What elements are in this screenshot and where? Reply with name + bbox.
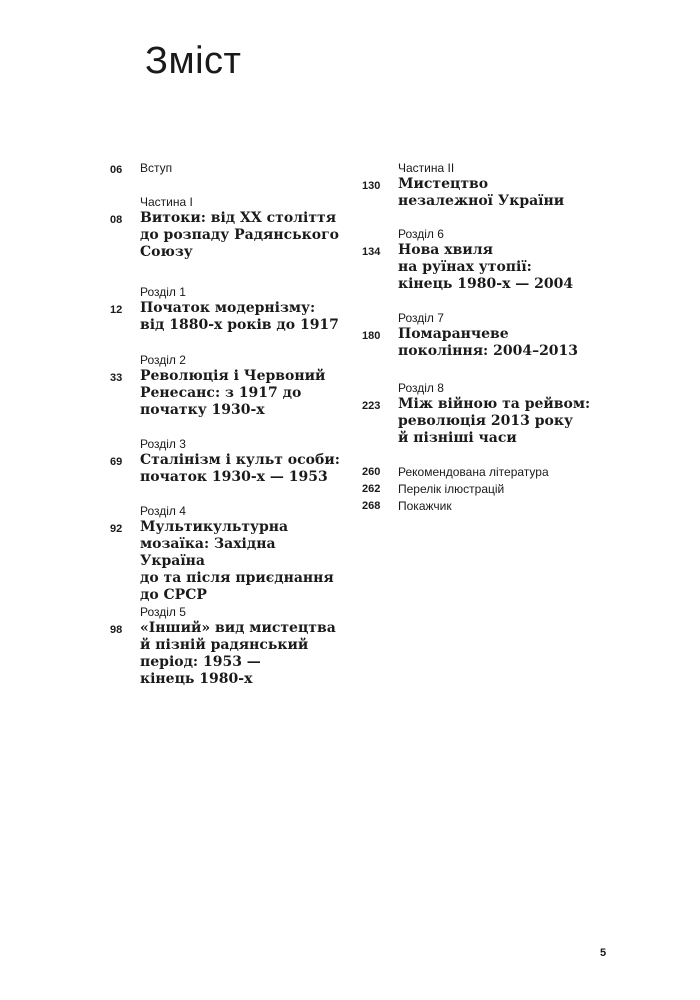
page-title: Зміст [145,40,242,82]
toc-entry-intro[interactable] [0,160,345,194]
toc-entry-chapter-5[interactable] [0,604,345,694]
entry-title: Сталінізм і культ особи: початок 1930-х — 1953 [140,452,340,485]
page-ref: 33 [110,372,123,384]
page-ref: 06 [110,164,123,176]
part-label: Частина II [398,161,455,175]
toc-entry-chapter-7[interactable] [350,310,680,380]
toc-entry-index[interactable] [350,498,680,515]
entry-title: Нова хвиля на руїнах утопії: кінець 1980-х — 2004 [398,242,574,292]
entry-title: Революція і Червоний Ренесанс: з 1917 до початку 1930-х [140,368,326,418]
toc-entry-chapter-4[interactable] [0,503,345,604]
page-ref: 08 [110,214,123,226]
part-label: Розділ 8 [398,381,444,395]
page-ref: 12 [110,304,123,316]
page-ref: 134 [362,246,381,258]
page-ref: 98 [110,624,123,636]
entry-title: Вступ [140,161,173,175]
toc-entry-illustrations[interactable] [350,481,680,498]
toc-right-column [350,160,680,515]
page-ref: 180 [362,330,381,342]
toc-entry-chapter-1[interactable] [0,284,345,352]
toc-entry-chapter-2[interactable] [0,352,345,436]
part-label: Частина I [140,195,193,209]
toc-left-column [0,160,345,694]
toc-entry-part-1[interactable] [0,194,345,284]
page-ref: 268 [362,500,381,512]
page-ref: 69 [110,456,123,468]
toc-entry-part-2[interactable] [350,160,680,226]
part-label: Розділ 5 [140,605,186,619]
toc-entry-chapter-8[interactable] [350,380,680,464]
entry-title: Рекомендована література [398,465,549,479]
part-label: Розділ 3 [140,437,186,451]
entry-title: Мультикультурна мозаїка: Західна Україна до та після приєднання до СРСР [140,519,334,603]
page-ref: 223 [362,400,381,412]
part-label: Розділ 7 [398,311,444,325]
entry-title: «Інший» вид мистецтва й пізній радянський період: 1953 — кінець 1980-х [140,620,336,687]
entry-title: Мистецтво незалежної України [398,176,565,209]
entry-title: Початок модернізму: від 1880-х років до 1917 [140,300,339,333]
page-number: 5 [600,947,607,959]
entry-title: Покажчик [398,499,452,513]
entry-title: Витоки: від XX століття до розпаду Радянського Союзу [140,210,340,260]
page-ref: 130 [362,180,381,192]
entry-title: Помаранчеве покоління: 2004–2013 [398,326,579,359]
toc-entry-chapter-3[interactable] [0,436,345,503]
part-label: Розділ 4 [140,504,186,518]
part-label: Розділ 6 [398,227,444,241]
page-ref: 92 [110,523,123,535]
toc-entry-reading[interactable] [350,464,680,481]
entry-title: Перелік ілюстрацій [398,482,505,496]
toc-entry-chapter-6[interactable] [350,226,680,310]
entry-title: Між війною та рейвом: революція 2013 року й пізніші часи [398,396,591,446]
part-label: Розділ 1 [140,285,186,299]
page-ref: 262 [362,483,381,495]
page-ref: 260 [362,466,381,478]
part-label: Розділ 2 [140,353,186,367]
